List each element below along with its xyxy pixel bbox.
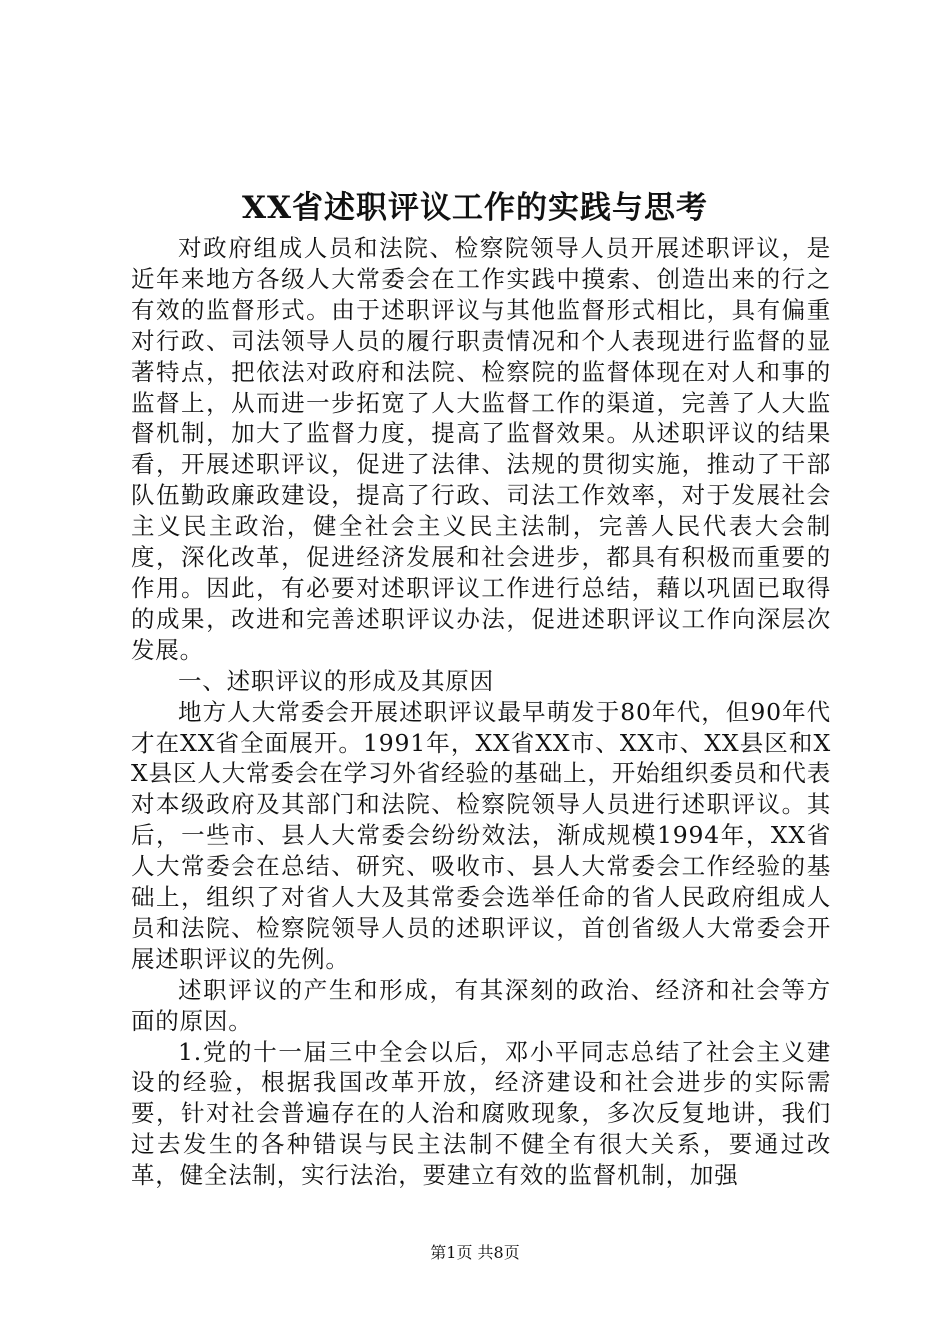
page-total: 共8页 [477, 1243, 520, 1262]
page-footer [0, 1243, 950, 1263]
paragraph-point-1: 1.党的十一届三中全会以后，邓小平同志总结了社会主义建设的经验，根据我国改革开放，经济建设和社会进步的实际需要，针对社会普遍存在的人治和腐败现象，多次反复地讲，我们过去发生的各种错误与民主法制不健全有很大关系，要通过改革，健全法制，实行法治，要建立有效的监督机制，加强 [131, 1037, 831, 1190]
document-title: XX省述职评议工作的实践与思考 [241, 190, 709, 226]
paragraph-reasons: 述职评议的产生和形成，有其深刻的政治、经济和社会等方面的原因。 [131, 975, 831, 1035]
paragraph-history: 地方人大常委会开展述职评议最早萌发于80年代，但90年代才在XX省全面展开。1991年，XX省XX市、XX市、XX县区和XX县区人大常委会在学习外省经验的基础上，开始组织委员和代表对本级政府及其部门和法院、检察院领导人员进行述职评议。其后，一些市、县人大常委会纷纷效法，渐成规模1994年，XX省人大常委会在总结、研究、吸收市、县人大常委会工作经验的基础上，组织了对省人大及其常委会选举任命的省人民政府组成人员和法院、检察院领导人员的述职评议，首创省级人大常委会开展述职评议的先例。 [131, 697, 831, 973]
section-heading-1: 一、述职评议的形成及其原因 [178, 666, 494, 695]
paragraph-intro: 对政府组成人员和法院、检察院领导人员开展述职评议，是近年来地方各级人大常委会在工作实践中摸索、创造出来的行之有效的监督形式。由于述职评议与其他监督形式相比，具有偏重对行政、司法领导人员的履行职责情况和个人表现进行监督的显著特点，把依法对政府和法院、检察院的监督体现在对人和事的监督上，从而进一步拓宽了人大监督工作的渠道，完善了人大监督机制，加大了监督力度，提高了监督效果。从述职评议的结果看，开展述职评议，促进了法律、法规的贯彻实施，推动了干部队伍勤政廉政建设，提高了行政、司法工作效率，对于发展社会主义民主政治，健全社会主义民主法制，完善人民代表大会制度，深化改革，促进经济发展和社会进步，都具有积极而重要的作用。因此，有必要对述职评议工作进行总结，藉以巩固已取得的成果，改进和完善述职评议办法，促进述职评议工作向深层次发展。 [131, 234, 831, 664]
page-number: 第1页 [430, 1243, 473, 1262]
document-body [131, 233, 831, 1191]
